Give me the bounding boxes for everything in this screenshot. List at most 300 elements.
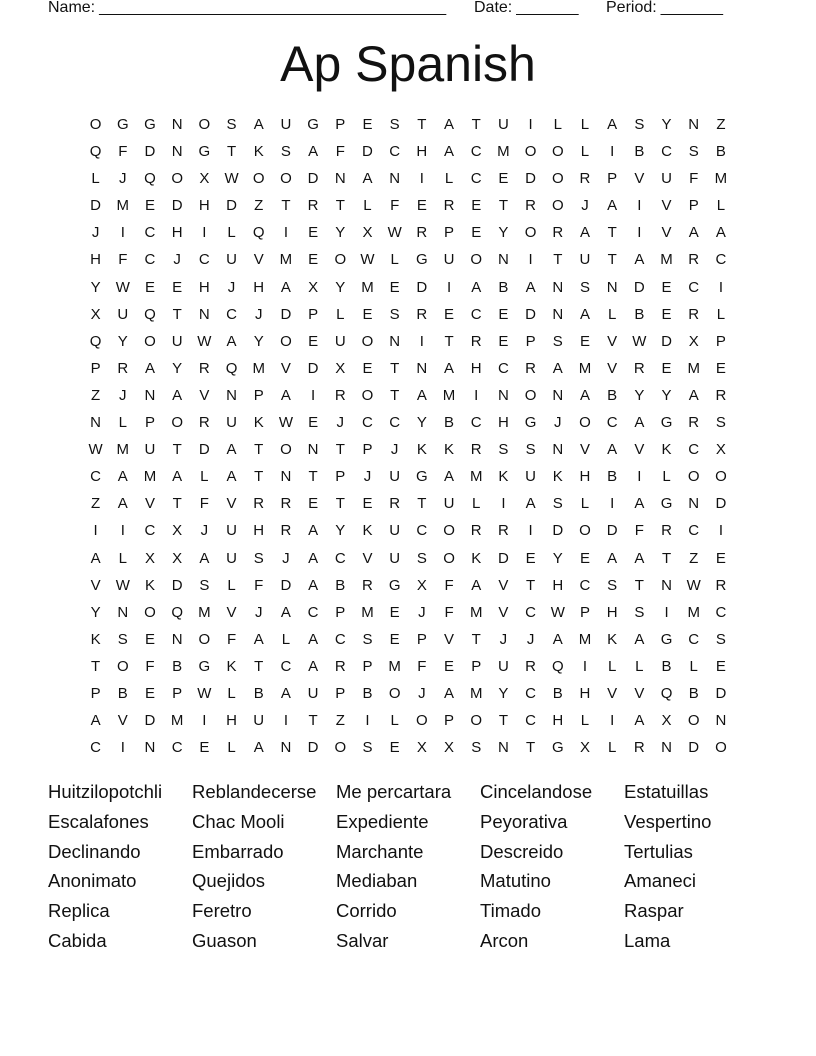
grid-letter: B xyxy=(362,684,373,702)
grid-letter: A xyxy=(280,278,291,296)
worksheet-header xyxy=(48,0,748,20)
grid-letter: T xyxy=(172,305,182,323)
grid-letter: I xyxy=(283,712,288,730)
grid-letter: B xyxy=(607,386,618,404)
grid-letter: H xyxy=(470,359,482,377)
grid-letter: C xyxy=(525,684,537,702)
grid-letter: L xyxy=(227,576,236,594)
grid-letter: N xyxy=(198,305,210,323)
grid-letter: N xyxy=(307,441,319,459)
grid-letter: Q xyxy=(225,359,238,377)
grid-letter: K xyxy=(444,441,455,459)
grid-letter: D xyxy=(416,278,428,296)
grid-letter: K xyxy=(552,468,563,486)
grid-letter: X xyxy=(144,549,155,567)
grid-letter: E xyxy=(579,549,590,567)
grid-letter: T xyxy=(634,576,644,594)
grid-letter: T xyxy=(390,386,400,404)
grid-letter: L xyxy=(553,116,562,133)
grid-letter: S xyxy=(199,576,210,594)
grid-letter: Y xyxy=(172,359,183,377)
grid-letter: L xyxy=(662,468,671,486)
grid-letter: X xyxy=(416,576,427,594)
grid-letter: I xyxy=(120,739,125,757)
grid-letter: Q xyxy=(89,332,102,350)
grid-letter: X xyxy=(688,332,699,350)
grid-letter: N xyxy=(688,495,700,513)
grid-letter: S xyxy=(362,739,373,757)
grid-letter: D xyxy=(144,712,156,730)
grid-letter: X xyxy=(335,359,346,377)
date-field xyxy=(474,0,579,18)
grid-letter: O xyxy=(524,386,537,404)
grid-letter: N xyxy=(661,576,672,594)
grid-letter: D xyxy=(715,495,727,513)
grid-letter: S xyxy=(389,305,400,323)
grid-letter: R xyxy=(334,386,346,404)
date-line: _______ xyxy=(516,0,579,16)
grid-letter: A xyxy=(444,116,455,133)
word-list-item: Huitzilopotchli xyxy=(48,781,163,802)
grid-letter: Z xyxy=(689,549,699,567)
grid-letter: B xyxy=(498,278,509,296)
grid-letter: B xyxy=(634,305,645,323)
grid-letter: P xyxy=(90,684,101,702)
grid-letter: F xyxy=(254,576,264,594)
grid-letter: U xyxy=(307,684,319,702)
grid-letter: V xyxy=(607,359,618,377)
grid-letter: E xyxy=(389,630,400,648)
grid-letter: J xyxy=(119,386,127,404)
grid-letter: O xyxy=(198,116,211,133)
grid-letter: E xyxy=(362,305,373,323)
grid-letter: U xyxy=(117,305,129,323)
grid-letter: O xyxy=(280,332,292,350)
grid-letter: U xyxy=(226,414,237,432)
grid-letter: S xyxy=(634,603,645,621)
grid-letter: E xyxy=(389,739,400,757)
word-list-item: Me percartara xyxy=(336,781,452,802)
grid-letter: R xyxy=(688,305,700,323)
grid-letter: A xyxy=(634,414,645,432)
grid-letter: A xyxy=(607,197,618,215)
grid-letter: E xyxy=(444,305,455,323)
grid-letter: C xyxy=(606,414,618,432)
grid-letter: O xyxy=(144,603,156,621)
grid-letter: M xyxy=(687,603,700,621)
grid-letter: U xyxy=(579,251,591,269)
grid-letter: C xyxy=(171,739,183,757)
grid-letter: N xyxy=(715,712,727,730)
grid-letter: K xyxy=(498,468,509,486)
grid-letter: C xyxy=(334,630,346,648)
grid-letter: H xyxy=(198,278,210,296)
grid-letter: A xyxy=(308,630,319,648)
grid-letter: R xyxy=(633,359,645,377)
grid-letter: K xyxy=(362,522,373,540)
grid-letter: Y xyxy=(661,386,672,404)
grid-letter: D xyxy=(280,576,292,594)
grid-letter: O xyxy=(551,197,564,215)
grid-letter: S xyxy=(579,278,590,296)
grid-letter: W xyxy=(115,576,130,594)
grid-letter: S xyxy=(715,414,726,432)
grid-letter: S xyxy=(253,549,264,567)
grid-letter: M xyxy=(279,251,293,269)
grid-letter: B xyxy=(634,143,645,161)
grid-letter: O xyxy=(579,522,591,540)
grid-letter: B xyxy=(552,684,563,702)
grid-letter: I xyxy=(446,278,452,296)
grid-letter: X xyxy=(715,441,726,459)
grid-letter: W xyxy=(360,251,375,269)
grid-letter: O xyxy=(171,414,183,432)
grid-letter: N xyxy=(416,359,428,377)
grid-letter: B xyxy=(607,468,618,486)
grid-letter: P xyxy=(607,170,618,188)
grid-letter: F xyxy=(417,657,427,675)
grid-letter: Y xyxy=(416,414,427,432)
grid-letter: Y xyxy=(498,684,509,702)
grid-letter: R xyxy=(280,522,292,540)
grid-letter: I xyxy=(718,278,723,296)
grid-letter: A xyxy=(634,549,645,567)
grid-letter: V xyxy=(444,630,455,648)
grid-letter: R xyxy=(633,739,645,757)
grid-letter: O xyxy=(524,143,537,161)
grid-letter: L xyxy=(580,143,590,161)
grid-letter: B xyxy=(335,576,346,594)
grid-letter: D xyxy=(307,359,319,377)
grid-letter: R xyxy=(253,495,265,513)
grid-letter: O xyxy=(687,468,700,486)
grid-letter: L xyxy=(716,197,726,215)
grid-letter: V xyxy=(117,712,128,730)
grid-letter: R xyxy=(389,495,401,513)
grid-letter: C xyxy=(497,359,509,377)
grid-letter: I xyxy=(283,224,288,242)
grid-letter: P xyxy=(715,332,726,350)
grid-letter: L xyxy=(580,495,590,513)
period-label: Period: xyxy=(606,0,657,16)
grid-letter: C xyxy=(470,414,482,432)
grid-letter: L xyxy=(635,657,644,675)
grid-letter: A xyxy=(308,549,319,567)
grid-letter: B xyxy=(253,684,264,702)
grid-letter: S xyxy=(607,576,618,594)
grid-letter: T xyxy=(417,495,427,513)
grid-letter: Y xyxy=(90,278,101,296)
grid-letter: I xyxy=(120,224,125,242)
grid-letter: T xyxy=(498,712,508,730)
grid-letter: I xyxy=(528,251,533,269)
grid-letter: V xyxy=(607,332,618,350)
grid-letter: T xyxy=(335,441,345,459)
grid-letter: A xyxy=(579,224,590,242)
grid-letter: O xyxy=(551,143,564,161)
grid-letter: N xyxy=(171,116,183,133)
grid-letter: C xyxy=(280,657,292,675)
grid-letter: N xyxy=(389,332,401,350)
grid-letter: C xyxy=(688,441,700,459)
grid-letter: N xyxy=(552,278,564,296)
grid-letter: R xyxy=(715,386,727,404)
grid-letter: O xyxy=(252,170,265,188)
grid-letter: K xyxy=(90,630,101,648)
grid-letter: C xyxy=(579,576,591,594)
grid-letter: T xyxy=(335,495,345,513)
word-list-item: Tertulias xyxy=(624,840,693,862)
grid-letter: V xyxy=(144,495,155,513)
grid-letter: F xyxy=(335,143,345,161)
grid-letter: V xyxy=(226,603,237,621)
grid-letter: Y xyxy=(90,603,101,621)
word-list-item: Reblandecerse xyxy=(192,781,317,802)
grid-letter: W xyxy=(686,576,701,594)
grid-letter: T xyxy=(661,549,672,567)
grid-letter: B xyxy=(117,684,128,702)
grid-letter: V xyxy=(607,684,618,702)
grid-letter: P xyxy=(444,712,455,730)
grid-letter: T xyxy=(526,739,536,757)
grid-letter: C xyxy=(362,414,373,432)
grid-letter: T xyxy=(91,657,101,675)
grid-letter: L xyxy=(118,549,127,567)
grid-letter: D xyxy=(606,522,618,540)
grid-letter: S xyxy=(552,332,563,350)
grid-letter: H xyxy=(552,712,564,730)
grid-letter: A xyxy=(634,630,645,648)
grid-letter: Q xyxy=(171,603,183,621)
grid-letter: I xyxy=(419,332,424,350)
grid-letter: A xyxy=(579,386,590,404)
grid-letter: A xyxy=(117,495,128,513)
grid-letter: U xyxy=(389,549,401,567)
grid-letter: R xyxy=(525,359,537,377)
grid-letter: F xyxy=(199,495,209,513)
grid-letter: H xyxy=(226,712,237,730)
grid-letter: R xyxy=(362,576,373,594)
grid-letter: K xyxy=(226,657,237,675)
grid-letter: U xyxy=(253,712,265,730)
grid-letter: A xyxy=(172,386,183,404)
grid-letter: G xyxy=(551,739,564,757)
grid-letter: D xyxy=(362,143,373,161)
grid-letter: Q xyxy=(660,684,673,702)
grid-letter: E xyxy=(172,278,183,296)
grid-letter: X xyxy=(362,224,373,242)
grid-letter: Z xyxy=(335,712,345,730)
word-list-item: Raspar xyxy=(624,900,684,922)
grid-letter: L xyxy=(336,305,345,323)
grid-letter: G xyxy=(524,414,537,432)
grid-letter: C xyxy=(307,603,319,621)
grid-letter: P xyxy=(688,197,699,215)
grid-letter: I xyxy=(311,386,316,404)
grid-letter: A xyxy=(253,116,264,133)
grid-letter: E xyxy=(471,197,482,215)
grid-letter: W xyxy=(88,441,103,459)
grid-letter: E xyxy=(661,359,672,377)
word-list-item: Salvar xyxy=(336,929,389,951)
grid-letter: T xyxy=(607,224,617,242)
grid-letter: J xyxy=(254,305,263,323)
grid-letter: R xyxy=(552,224,564,242)
grid-letter: S xyxy=(498,441,509,459)
word-list-item: Corrido xyxy=(336,900,397,922)
word-search-grid xyxy=(82,114,735,764)
grid-letter: V xyxy=(634,170,645,188)
grid-letter: A xyxy=(280,603,291,621)
grid-letter: S xyxy=(416,549,427,567)
grid-letter: O xyxy=(551,170,564,188)
grid-letter: T xyxy=(444,332,454,350)
grid-letter: E xyxy=(661,305,672,323)
grid-letter: O xyxy=(334,739,347,757)
grid-letter: I xyxy=(637,197,642,215)
grid-letter: C xyxy=(525,603,537,621)
grid-letter: L xyxy=(363,197,372,215)
grid-letter: A xyxy=(634,251,645,269)
word-list-item: Anonimato xyxy=(48,870,137,892)
grid-letter: H xyxy=(552,576,564,594)
grid-letter: U xyxy=(497,657,509,675)
grid-letter: U xyxy=(497,116,509,133)
grid-letter: U xyxy=(443,251,455,269)
grid-letter: E xyxy=(579,332,590,350)
grid-letter: I xyxy=(365,712,370,730)
grid-letter: X xyxy=(661,712,672,730)
grid-letter: E xyxy=(715,359,726,377)
grid-letter: C xyxy=(198,251,210,269)
grid-letter: N xyxy=(280,739,292,757)
grid-letter: D xyxy=(307,739,319,757)
grid-letter: F xyxy=(118,143,128,161)
grid-letter: M xyxy=(469,684,483,702)
grid-letter: A xyxy=(471,576,482,594)
grid-letter: R xyxy=(525,657,537,675)
grid-letter: T xyxy=(254,657,264,675)
grid-letter: T xyxy=(308,468,318,486)
grid-letter: N xyxy=(552,386,564,404)
grid-letter: M xyxy=(170,712,184,730)
grid-letter: O xyxy=(715,468,727,486)
grid-letter: T xyxy=(526,576,536,594)
grid-letter: Y xyxy=(335,278,346,296)
grid-letter: T xyxy=(226,143,237,161)
grid-letter: E xyxy=(715,657,726,675)
grid-letter: H xyxy=(253,522,265,540)
grid-letter: G xyxy=(307,116,319,133)
word-list-item: Vespertino xyxy=(624,810,712,832)
grid-letter: I xyxy=(93,522,98,540)
grid-letter: D xyxy=(171,576,183,594)
grid-letter: P xyxy=(335,116,346,133)
grid-letter: L xyxy=(607,739,617,757)
grid-letter: E xyxy=(308,251,319,269)
grid-letter: E xyxy=(144,278,155,296)
grid-letter: W xyxy=(632,332,647,350)
grid-letter: P xyxy=(172,684,183,702)
grid-letter: C xyxy=(389,143,401,161)
grid-letter: O xyxy=(416,712,428,730)
name-label: Name: xyxy=(48,0,96,16)
grid-letter: A xyxy=(253,630,264,648)
grid-letter: F xyxy=(145,657,155,675)
grid-letter: C xyxy=(144,522,156,540)
grid-letter: U xyxy=(389,522,401,540)
grid-letter: B xyxy=(444,414,455,432)
grid-letter: S xyxy=(117,630,128,648)
grid-letter: T xyxy=(281,197,291,215)
grid-letter: E xyxy=(525,549,536,567)
grid-letter: J xyxy=(91,224,100,242)
grid-letter: T xyxy=(471,630,481,648)
grid-letter: A xyxy=(444,468,455,486)
grid-letter: B xyxy=(688,684,699,702)
grid-letter: D xyxy=(661,332,672,350)
grid-letter: T xyxy=(390,359,400,377)
grid-letter: N xyxy=(144,386,156,404)
grid-letter: M xyxy=(660,251,673,269)
period-line: _______ xyxy=(660,0,723,16)
grid-letter: I xyxy=(202,224,207,242)
grid-letter: G xyxy=(388,576,401,594)
grid-letter: H xyxy=(253,278,265,296)
grid-letter: I xyxy=(501,495,506,513)
grid-letter: A xyxy=(634,712,645,730)
grid-letter: T xyxy=(471,116,481,133)
grid-letter: R xyxy=(661,522,672,540)
grid-letter: H xyxy=(579,684,591,702)
grid-letter: D xyxy=(90,197,102,215)
grid-letter: M xyxy=(252,359,265,377)
grid-letter: I xyxy=(419,170,424,188)
grid-letter: C xyxy=(688,630,700,648)
grid-letter: V xyxy=(253,251,264,269)
grid-letter: L xyxy=(200,468,209,486)
grid-letter: N xyxy=(552,441,564,459)
grid-letter: E xyxy=(444,657,455,675)
grid-letter: Q xyxy=(551,657,564,675)
grid-letter: R xyxy=(525,197,537,215)
grid-letter: J xyxy=(119,170,127,188)
grid-letter: G xyxy=(416,251,428,269)
grid-letter: E xyxy=(199,739,210,757)
grid-letter: C xyxy=(470,170,482,188)
word-list-item: Estatuillas xyxy=(624,781,709,802)
grid-letter: E xyxy=(498,170,509,188)
grid-letter: S xyxy=(362,630,373,648)
grid-letter: V xyxy=(498,603,509,621)
grid-letter: M xyxy=(578,630,592,648)
grid-letter: E xyxy=(308,414,319,432)
grid-letter: A xyxy=(362,170,373,188)
grid-letter: T xyxy=(553,251,563,269)
grid-letter: X xyxy=(199,170,210,188)
grid-letter: Q xyxy=(144,305,156,323)
grid-letter: C xyxy=(470,143,482,161)
grid-letter: A xyxy=(308,522,319,540)
grid-letter: O xyxy=(144,332,156,350)
grid-letter: M xyxy=(143,468,157,486)
grid-letter: Q xyxy=(144,170,156,188)
grid-letter: A xyxy=(688,386,699,404)
grid-letter: O xyxy=(470,712,483,730)
grid-letter: J xyxy=(336,414,345,432)
grid-letter: I xyxy=(610,712,615,730)
grid-letter: O xyxy=(361,386,374,404)
